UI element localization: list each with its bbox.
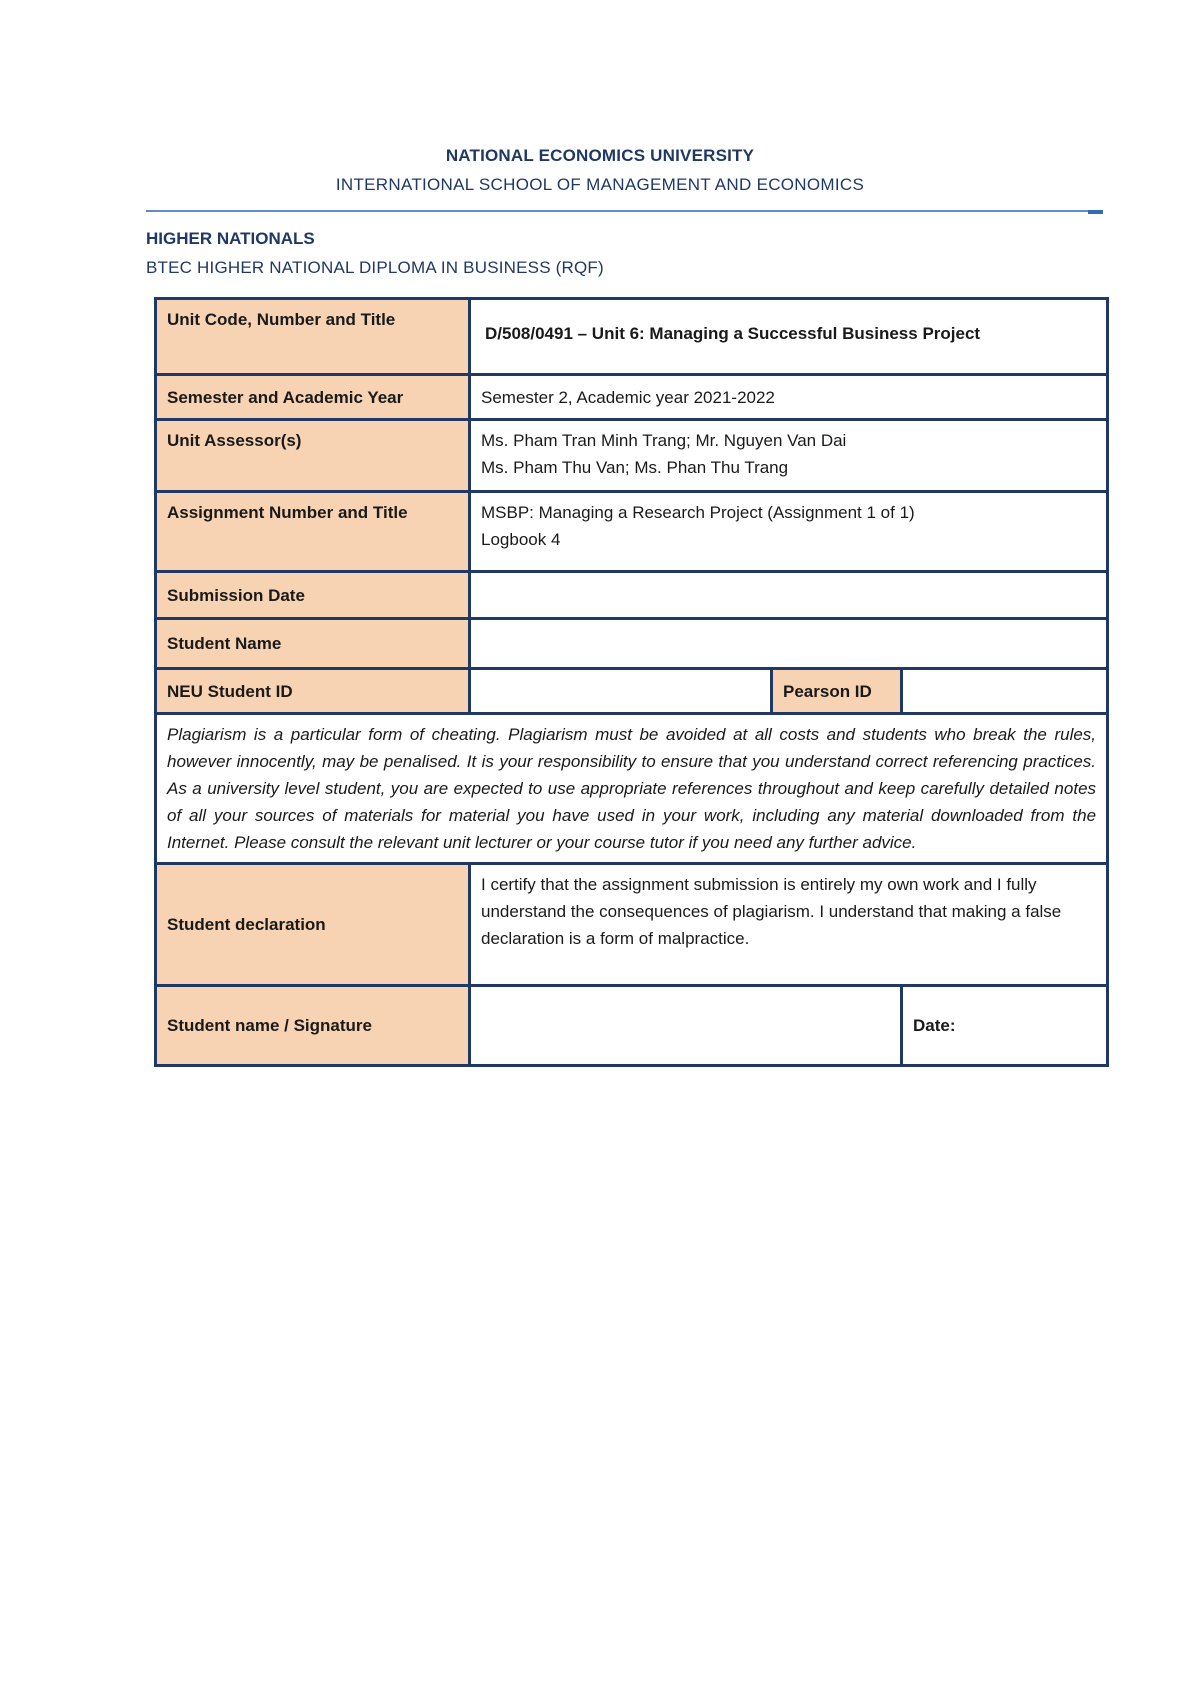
student-name-row xyxy=(156,619,1108,669)
semester-value: Semester 2, Academic year 2021-2022 xyxy=(470,375,1108,420)
program-title: HIGHER NATIONALS xyxy=(146,229,315,248)
document-header xyxy=(0,146,1200,195)
assignment-line: MSBP: Managing a Research Project (Assignment 1 of 1) xyxy=(481,503,915,522)
pearson-id-field[interactable] xyxy=(902,669,1108,714)
assignment-label: Assignment Number and Title xyxy=(156,492,470,572)
student-name-field[interactable] xyxy=(470,619,1108,669)
neu-student-id-label: NEU Student ID xyxy=(156,669,470,714)
header-divider-accent xyxy=(1088,210,1103,214)
assessor-row xyxy=(156,420,1108,492)
semester-row xyxy=(156,375,1108,420)
assignment-cover-table xyxy=(154,297,1109,1067)
assessor-label: Unit Assessor(s) xyxy=(156,420,470,492)
submission-date-label: Submission Date xyxy=(156,572,470,619)
university-name: NATIONAL ECONOMICS UNIVERSITY xyxy=(445,146,755,165)
student-name-label: Student Name xyxy=(156,619,470,669)
assignment-line: Logbook 4 xyxy=(481,530,561,549)
signature-field[interactable] xyxy=(470,986,902,1066)
signature-row xyxy=(156,986,1108,1066)
plagiarism-notice: Plagiarism is a particular form of cheating. Plagiarism must be avoided at all costs and students who break the rules, however innocently, may be penalised. It is your responsibility to ensure that you understand correct referencing practices. As a university level student, you are expected to use appropriate references throughout and keep carefully detailed notes of all your sources of materials for material you have used in your work, including any material downloaded from the Internet. Please consult the relevant unit lecturer or your course tutor if you need any further advice. xyxy=(156,714,1108,864)
neu-student-id-field[interactable] xyxy=(470,669,772,714)
declaration-row xyxy=(156,864,1108,986)
unit-row xyxy=(156,299,1108,375)
assignment-row xyxy=(156,492,1108,572)
unit-label: Unit Code, Number and Title xyxy=(156,299,470,375)
school-name: INTERNATIONAL SCHOOL OF MANAGEMENT AND ECONOMICS xyxy=(335,175,865,194)
assessor-value xyxy=(470,420,1108,492)
assessor-line: Ms. Pham Thu Van; Ms. Phan Thu Trang xyxy=(481,458,789,477)
program-subtitle: BTEC HIGHER NATIONAL DIPLOMA IN BUSINESS (RQF) xyxy=(146,258,604,277)
signature-label: Student name / Signature xyxy=(156,986,470,1066)
plagiarism-row xyxy=(156,714,1108,864)
header-divider xyxy=(146,210,1103,212)
declaration-label: Student declaration xyxy=(156,864,470,986)
submission-row xyxy=(156,572,1108,619)
unit-value: D/508/0491 – Unit 6: Managing a Successful Business Project xyxy=(485,324,981,343)
date-label[interactable]: Date: xyxy=(902,986,1108,1066)
declaration-text: I certify that the assignment submission is entirely my own work and I fully understand the consequences of plagiarism. I understand that making a false declaration is a form of malpractice. xyxy=(470,864,1108,986)
assessor-line: Ms. Pham Tran Minh Trang; Mr. Nguyen Van Dai xyxy=(481,431,847,450)
semester-label: Semester and Academic Year xyxy=(156,375,470,420)
student-id-row xyxy=(156,669,1108,714)
assignment-value xyxy=(470,492,1108,572)
program-block xyxy=(146,229,604,278)
submission-date-field[interactable] xyxy=(470,572,1108,619)
unit-value-cell xyxy=(470,299,1108,375)
pearson-id-label: Pearson ID xyxy=(772,669,902,714)
